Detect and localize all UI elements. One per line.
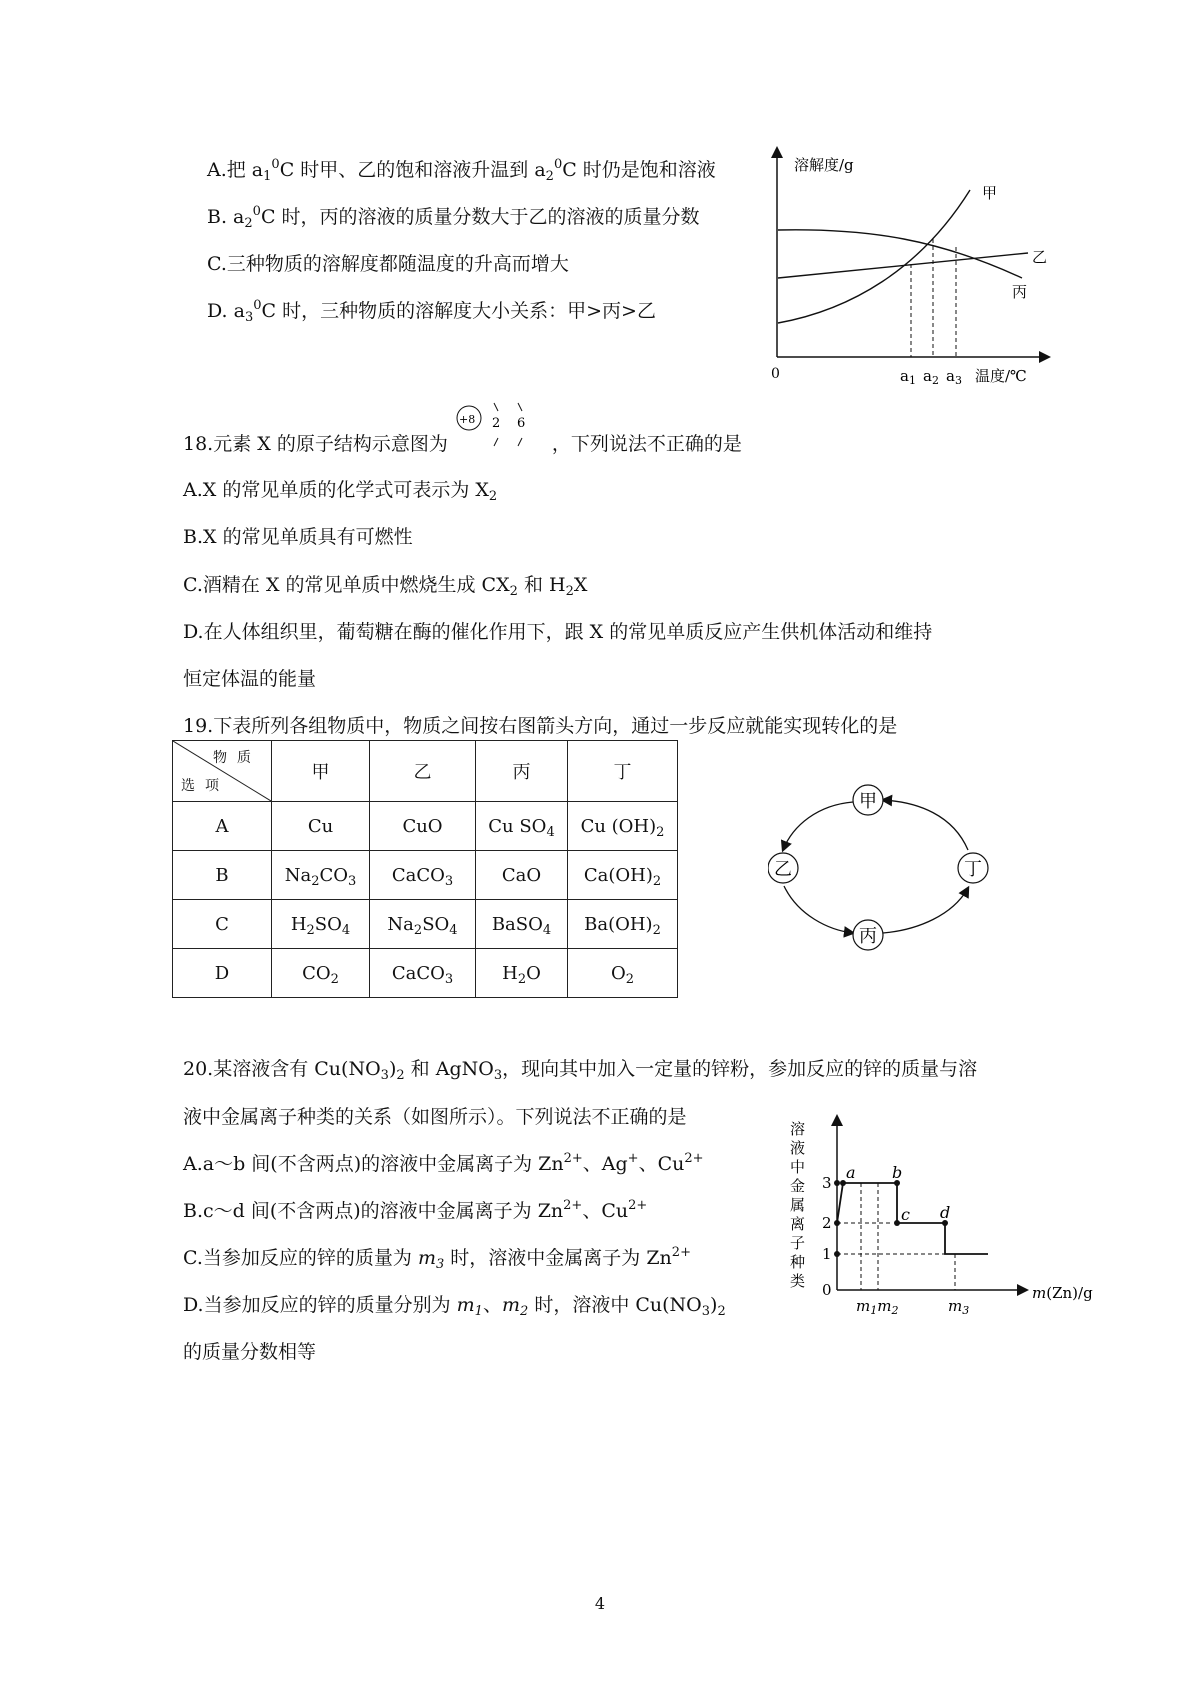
table-cell: CaO bbox=[476, 851, 568, 900]
header-corner-bottom: 选项 bbox=[181, 778, 229, 794]
arrow-jia-to-yi bbox=[783, 802, 853, 850]
svg-text:6: 6 bbox=[516, 416, 526, 431]
q18-option-d: D.在人体组织里，葡萄糖在酶的催化作用下，跟 X 的常见单质反应产生供机体活动和维持 bbox=[183, 621, 933, 643]
row-label: D bbox=[173, 949, 272, 998]
label-a: a bbox=[846, 1163, 856, 1182]
header-corner-top: 物质 bbox=[213, 750, 261, 766]
point-y3 bbox=[834, 1180, 840, 1186]
y-tick-2: 2 bbox=[822, 1214, 832, 1232]
svg-text:子: 子 bbox=[790, 1234, 806, 1252]
point-y2 bbox=[834, 1220, 840, 1226]
q20-option-a: A.a～b 间(不含两点)的溶液中金属离子为 $Zn^{2+}$、Ag+、$Cu^{2+}$ bbox=[183, 1151, 704, 1175]
step-line bbox=[837, 1183, 988, 1254]
q19-options-table bbox=[172, 740, 678, 998]
table-cell: $Ca(OH)_2$ bbox=[568, 851, 678, 900]
q20-stem-cont: 液中金属离子种类的关系（如图所示）。下列说法不正确的是 bbox=[183, 1106, 687, 1128]
y-tick-0: 0 bbox=[822, 1281, 832, 1299]
q18-stem: 18.元素 X 的原子结构示意图为 +8 2 6 ，下列说法不正确的是 bbox=[183, 432, 742, 456]
svg-text:2: 2 bbox=[491, 416, 501, 431]
y-tick-3: 3 bbox=[822, 1174, 832, 1192]
point-y1 bbox=[834, 1251, 840, 1257]
x-tick-m3: $m_3$ bbox=[948, 1297, 970, 1317]
node-ding-label: 丁 bbox=[964, 859, 982, 880]
atom-structure-diagram bbox=[454, 396, 546, 456]
table-cell: BaSO$_4$ bbox=[476, 900, 568, 949]
origin-label: 0 bbox=[771, 366, 780, 382]
table-cell: Cu $SO_4$ bbox=[476, 802, 568, 851]
node-jia-label: 甲 bbox=[859, 791, 877, 812]
table-row bbox=[173, 802, 678, 851]
header-yi: 乙 bbox=[370, 741, 476, 802]
q19-stem: 19.下表所列各组物质中，物质之间按右图箭头方向，通过一步反应就能实现转化的是 bbox=[183, 715, 898, 737]
q17-option-d: D. $a_3^0C$ 时，三种物质的溶解度大小关系：甲>丙>乙 bbox=[207, 298, 656, 325]
table-cell: CaCO$_3$ bbox=[370, 851, 476, 900]
label-b: b bbox=[892, 1163, 903, 1182]
table-cell: Cu $(OH)_2$ bbox=[568, 802, 678, 851]
header-jia: 甲 bbox=[272, 741, 370, 802]
node-bing-label: 丙 bbox=[859, 926, 877, 947]
row-label: A bbox=[173, 802, 272, 851]
curve-label-jia: 甲 bbox=[982, 184, 998, 202]
x-axis-label: 温度/℃ bbox=[975, 367, 1027, 385]
q18-option-a: A.X 的常见单质的化学式可表示为 $X_2$ bbox=[183, 479, 498, 504]
solubility-chart bbox=[760, 140, 1060, 390]
table-cell: $CO_2$ bbox=[272, 949, 370, 998]
header-ding: 丁 bbox=[568, 741, 678, 802]
table-cell: Cu bbox=[272, 802, 370, 851]
curve-yi bbox=[778, 253, 1028, 278]
arrow-ding-to-jia bbox=[883, 800, 968, 850]
tick-a3: $a_3$ bbox=[946, 367, 962, 387]
q20-option-c: C.当参加反应的锌的质量为 $m_3$ 时，溶液中金属离子为 $Zn^{2+}$ bbox=[183, 1245, 691, 1272]
table-row bbox=[173, 949, 678, 998]
row-label: C bbox=[173, 900, 272, 949]
svg-text:类: 类 bbox=[790, 1272, 806, 1290]
table-cell: $O_2$ bbox=[568, 949, 678, 998]
curve-label-bing: 丙 bbox=[1012, 283, 1028, 301]
page-number: 4 bbox=[594, 1594, 606, 1613]
table-cell: $Na_2SO_4$ bbox=[370, 900, 476, 949]
svg-text:+8: +8 bbox=[458, 413, 476, 426]
q20-stem: 20.某溶液含有 $Cu(NO_3)_2$ 和 AgNO$_3$，现向其中加入一定量的锌粉，参加反应的锌的质量与溶 bbox=[183, 1058, 978, 1083]
y-axis-label: 溶解度/g bbox=[794, 156, 854, 174]
table-cell: $H_2SO_4$ bbox=[272, 900, 370, 949]
ion-species-chart bbox=[780, 1110, 1120, 1330]
arrow-yi-to-bing bbox=[784, 886, 853, 933]
q17-option-c: C.三种物质的溶解度都随温度的升高而增大 bbox=[207, 253, 569, 275]
table-row bbox=[173, 900, 678, 949]
header-bing: 丙 bbox=[476, 741, 568, 802]
curve-label-yi: 乙 bbox=[1032, 248, 1048, 266]
svg-text:溶: 溶 bbox=[790, 1120, 806, 1138]
q20-option-d-cont: 的质量分数相等 bbox=[183, 1341, 317, 1363]
svg-text:种: 种 bbox=[790, 1253, 806, 1271]
table-cell: CaCO$_3$ bbox=[370, 949, 476, 998]
svg-text:中: 中 bbox=[790, 1158, 806, 1176]
arrow-bing-to-ding bbox=[883, 888, 968, 933]
curve-jia bbox=[778, 190, 970, 323]
q18-option-b: B.X 的常见单质具有可燃性 bbox=[183, 526, 413, 548]
svg-text:液: 液 bbox=[790, 1139, 806, 1157]
point-c bbox=[894, 1220, 900, 1226]
node-yi-label: 乙 bbox=[774, 859, 792, 880]
x-tick-m1m2: $m_1m_2$ bbox=[856, 1297, 899, 1317]
table-cell: $Ba(OH)_2$ bbox=[568, 900, 678, 949]
x-axis-label: m(Zn)/g bbox=[1032, 1284, 1093, 1302]
svg-text:金: 金 bbox=[790, 1177, 806, 1195]
y-axis-label bbox=[790, 1120, 805, 1290]
table-cell: $Na_2CO_3$ bbox=[272, 851, 370, 900]
table-cell: $H_2O$ bbox=[476, 949, 568, 998]
label-c: c bbox=[901, 1205, 910, 1224]
curve-bing bbox=[778, 230, 1022, 278]
y-tick-1: 1 bbox=[822, 1245, 832, 1263]
conversion-cycle-diagram bbox=[768, 780, 998, 955]
q18-option-d-cont: 恒定体温的能量 bbox=[183, 668, 317, 690]
q20-option-d: D.当参加反应的锌的质量分别为 $m_1$、$m_2$ 时，溶液中 $Cu(NO_3)_2$ bbox=[183, 1294, 726, 1319]
q20-option-b: B.c～d 间(不含两点)的溶液中金属离子为 $Zn^{2+}$、$Cu^{2+}$ bbox=[183, 1198, 648, 1222]
svg-text:属: 属 bbox=[790, 1196, 806, 1214]
table-header-row bbox=[173, 741, 678, 802]
label-d: d bbox=[940, 1203, 951, 1222]
tick-a2: $a_2$ bbox=[923, 367, 939, 387]
svg-text:离: 离 bbox=[790, 1215, 806, 1233]
header-corner-cell bbox=[173, 741, 272, 802]
row-label: B bbox=[173, 851, 272, 900]
table-cell: CuO bbox=[370, 802, 476, 851]
q17-option-a: A.把 $a_1^0C$ 时甲、乙的饱和溶液升温到 $a_2^0C$ 时仍是饱和溶液 bbox=[207, 157, 716, 184]
tick-a1: $a_1$ bbox=[900, 367, 916, 387]
q18-option-c: C.酒精在 X 的常见单质中燃烧生成 $CX_2$ 和 $H_2X$ bbox=[183, 574, 588, 599]
table-row bbox=[173, 851, 678, 900]
q17-option-b: B. $a_2^0C$ 时，丙的溶液的质量分数大于乙的溶液的质量分数 bbox=[207, 204, 700, 231]
